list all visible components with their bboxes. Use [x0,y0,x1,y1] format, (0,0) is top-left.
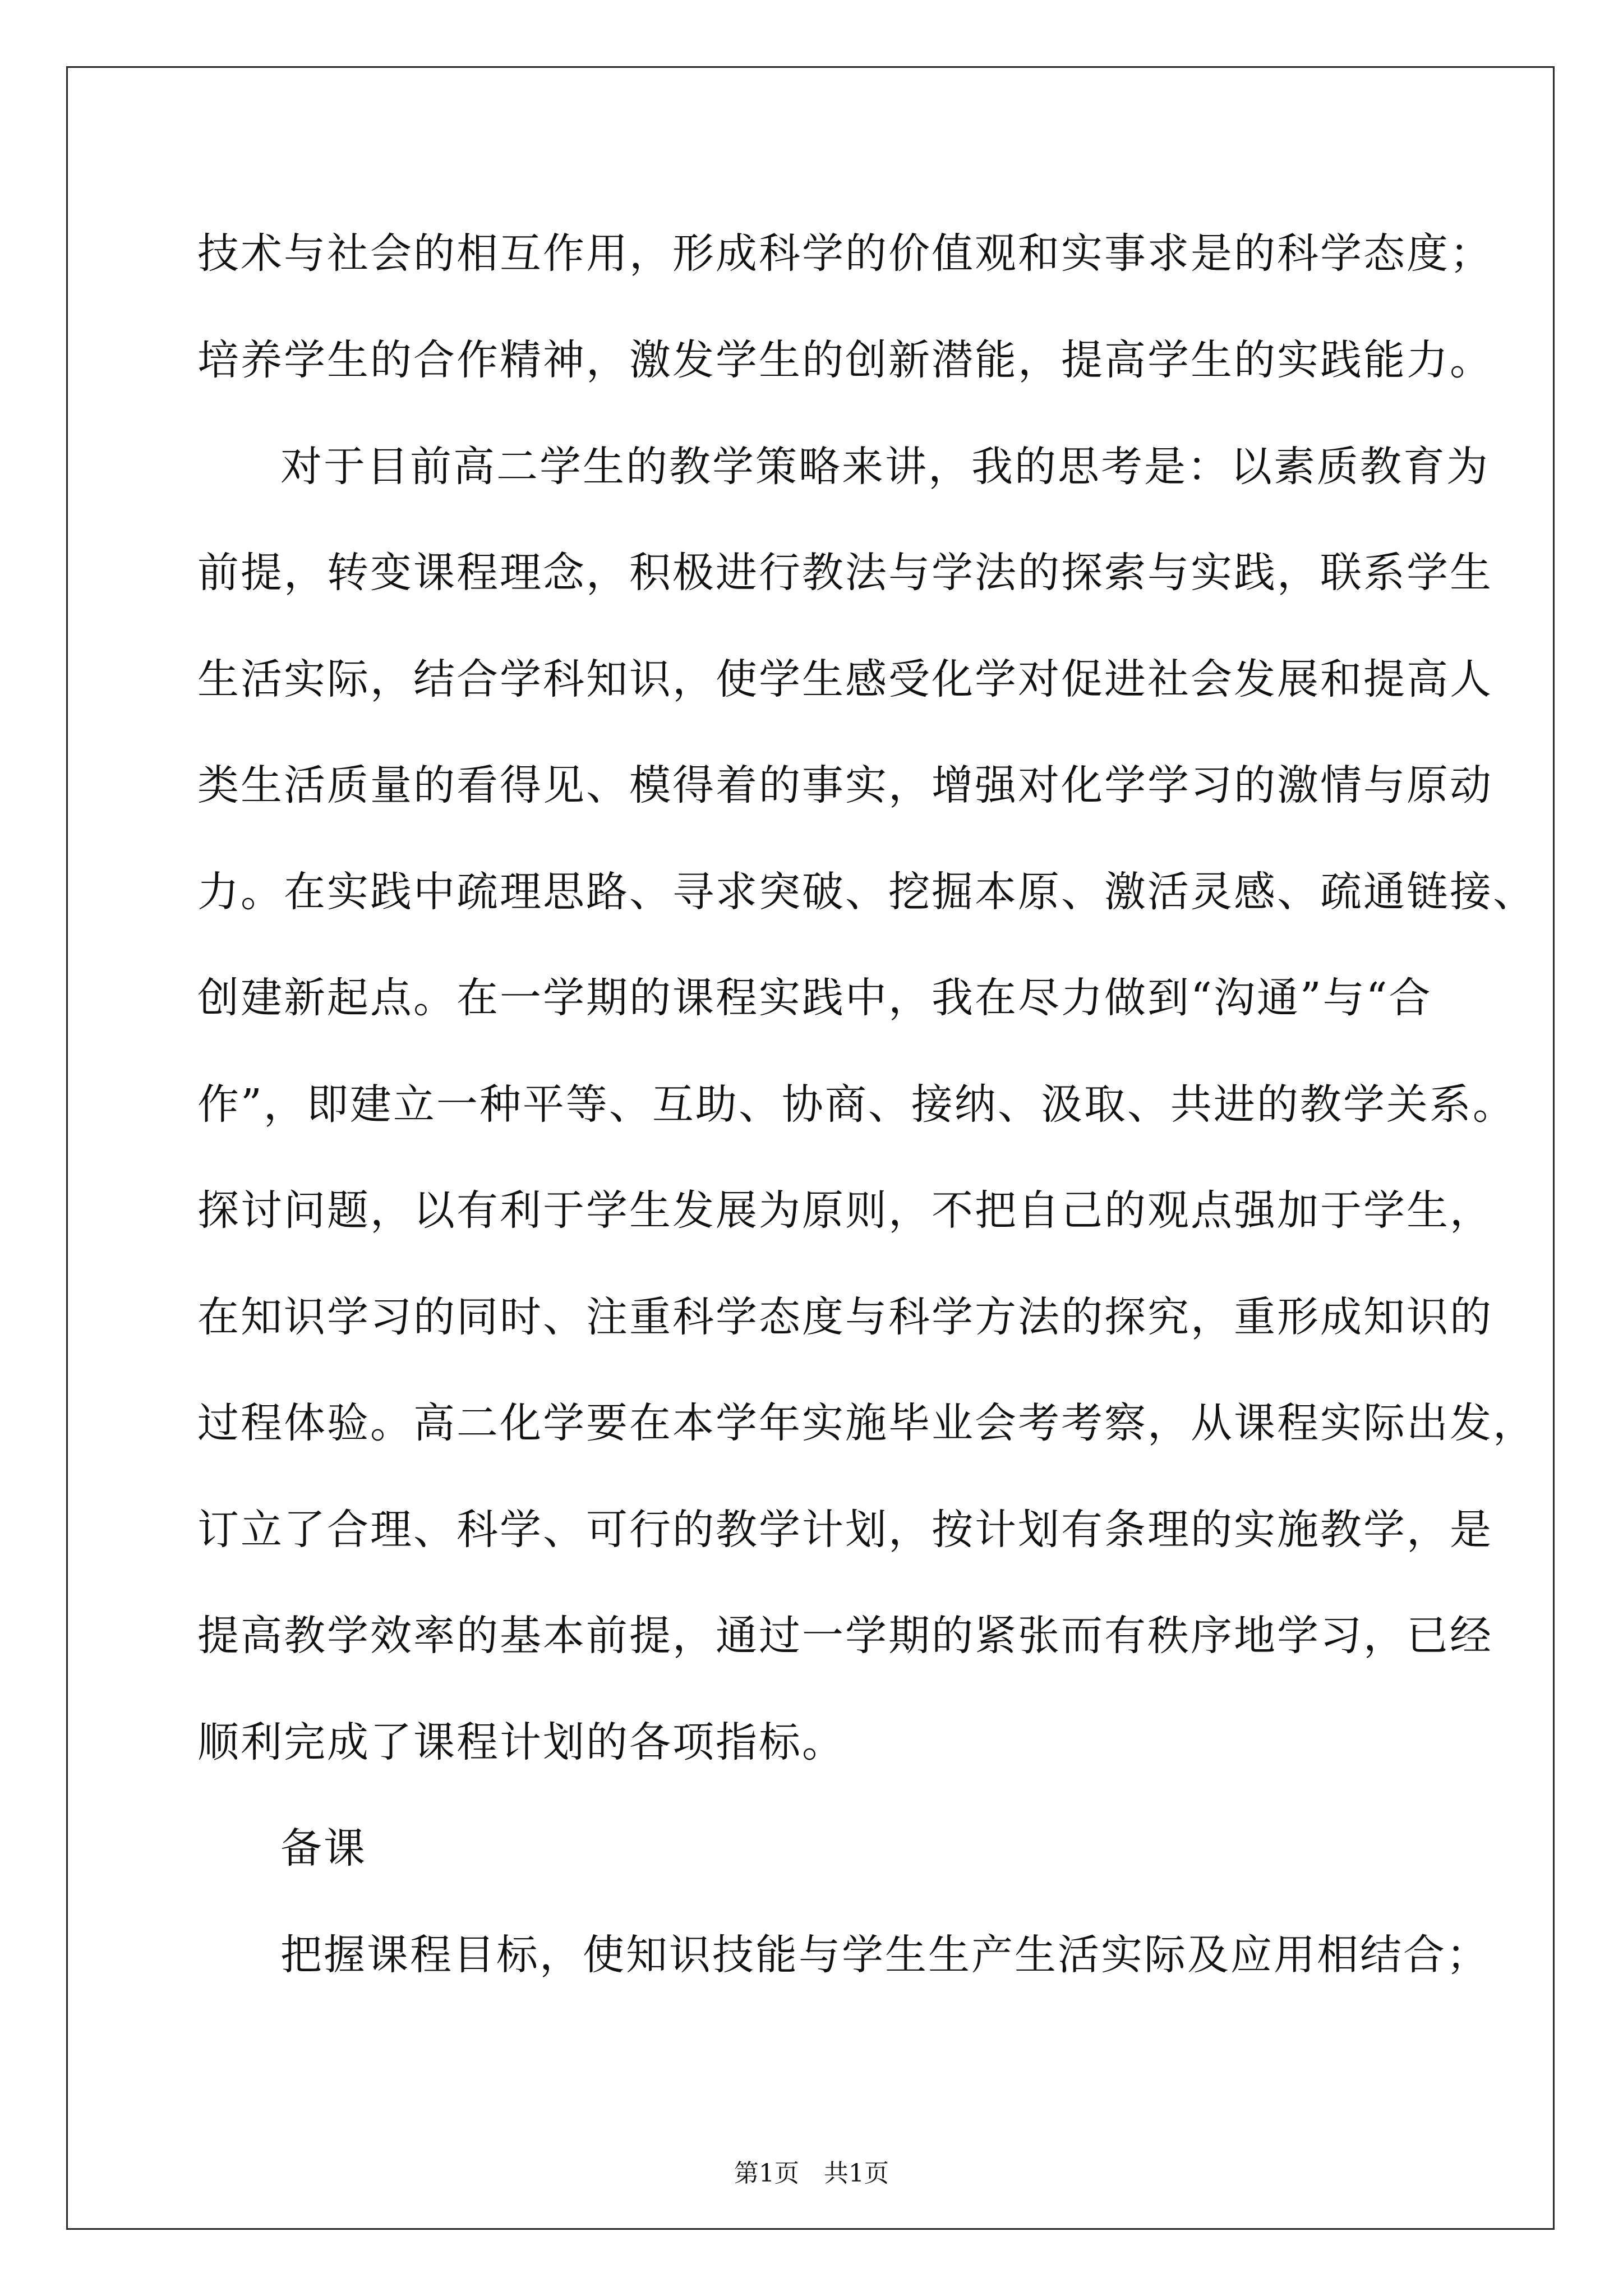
text-line: 提高教学效率的基本前提，通过一学期的紧张而有秩序地学习，已经 [197,1612,1493,1660]
paragraph-first-line: 对于目前高二学生的教学策略来讲，我的思考是：以素质教育为 [280,443,1490,491]
text-line: 培养学生的合作精神，激发学生的创新潜能，提高学生的实践能力。 [197,336,1493,384]
text-line: 顺利完成了课程计划的各项指标。 [197,1718,845,1766]
text-line: 前提，转变课程理念，积极进行教法与学法的探索与实践，联系学生 [197,549,1493,597]
text-line: 创建新起点。在一学期的课程实践中，我在尽力做到“沟通”与“合 [197,974,1432,1022]
text-line: 技术与社会的相互作用，形成科学的价值观和实事求是的科学态度； [197,229,1493,278]
text-line: 作”，即建立一种平等、互助、协商、接纳、汲取、共进的教学关系。 [197,1080,1516,1129]
text-line: 探讨问题，以有利于学生发展为原则，不把自己的观点强加于学生， [197,1186,1493,1235]
text-line: 订立了合理、科学、可行的教学计划，按计划有条理的实施教学，是 [197,1506,1493,1554]
text-line: 类生活质量的看得见、模得着的事实，增强对化学学习的激情与原动 [197,761,1493,809]
section-heading: 备课 [280,1824,367,1872]
page-footer: 第1页 共1页 [734,2159,889,2188]
text-line: 过程体验。高二化学要在本学年实施毕业会考考察，从课程实际出发， [197,1399,1536,1447]
text-line: 力。在实践中疏理思路、寻求突破、挖掘本原、激活灵感、疏通链接、 [197,868,1536,916]
text-line: 生活实际，结合学科知识，使学生感受化学对促进社会发展和提高人 [197,655,1493,703]
text-line: 在知识学习的同时、注重科学态度与科学方法的探究，重形成知识的 [197,1293,1493,1341]
paragraph-first-line: 把握课程目标，使知识技能与学生生产生活实际及应用相结合； [280,1931,1490,1979]
page-border [66,66,1555,2230]
